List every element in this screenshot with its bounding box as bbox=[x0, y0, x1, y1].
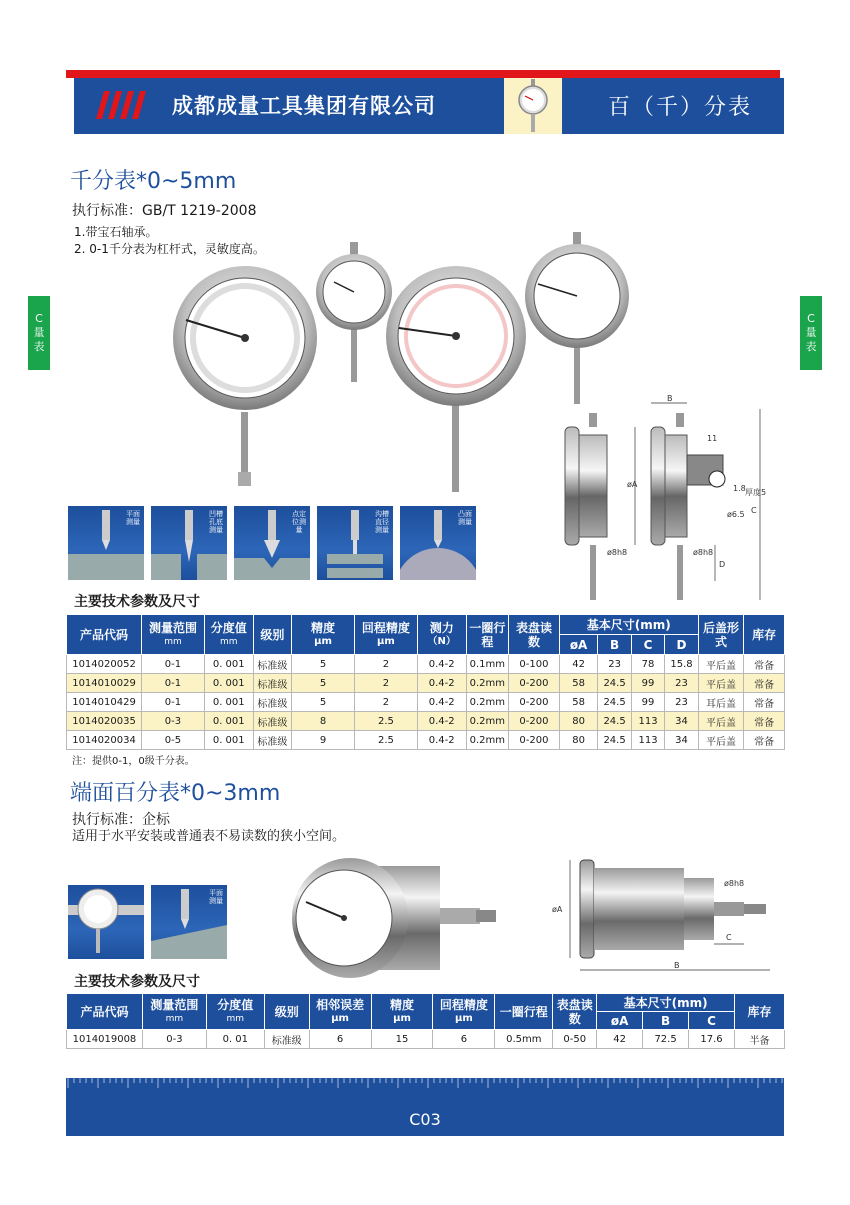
table-cell: 0. 01 bbox=[206, 1030, 264, 1049]
table-cell: 耳后盖 bbox=[698, 693, 744, 712]
table-cell: 5 bbox=[292, 674, 355, 693]
table-cell: 58 bbox=[559, 674, 598, 693]
table-cell: 2 bbox=[354, 655, 417, 674]
application-thumb bbox=[151, 885, 227, 959]
table-cell: 23 bbox=[665, 674, 698, 693]
col-header: 产品代码 bbox=[67, 615, 142, 655]
table-cell: 0-1 bbox=[142, 674, 205, 693]
table-cell: 0-200 bbox=[509, 693, 560, 712]
col-header: 基本尺寸(mm) bbox=[559, 615, 698, 635]
table-cell: 标准级 bbox=[253, 693, 292, 712]
dial-gauge-icon bbox=[386, 266, 526, 492]
table-cell: 0-5 bbox=[142, 731, 205, 750]
section1-params-heading: 主要技术参数及尺寸 bbox=[74, 594, 200, 610]
col-header: C bbox=[689, 1012, 735, 1030]
section2-title: 端面百分表*0~3mm bbox=[70, 781, 281, 806]
header-gauge-thumb bbox=[504, 78, 562, 134]
col-header: 相邻误差 μm bbox=[309, 994, 371, 1030]
table-cell: 42 bbox=[597, 1030, 643, 1049]
table-cell: 0-3 bbox=[142, 712, 205, 731]
col-header: 一圈行程 bbox=[495, 994, 553, 1030]
table-cell: 标准级 bbox=[253, 712, 292, 731]
table-cell: 平后盖 bbox=[698, 731, 744, 750]
col-header: øA bbox=[559, 635, 598, 655]
dim-label: øA bbox=[552, 905, 563, 914]
table-cell: 78 bbox=[631, 655, 664, 674]
company-name: 成都成量工具集团有限公司 bbox=[172, 94, 436, 118]
table-cell: 0. 001 bbox=[204, 674, 253, 693]
application-thumb bbox=[151, 506, 227, 580]
end-gauge-illustration bbox=[280, 852, 500, 982]
category-title: 百（千）分表 bbox=[608, 95, 753, 120]
dim-label: øA bbox=[627, 480, 638, 489]
table-cell: 常备 bbox=[744, 712, 785, 731]
application-thumb bbox=[400, 506, 476, 580]
table-cell: 2 bbox=[354, 693, 417, 712]
section1-note: 注：提供0-1，0级千分表。 bbox=[72, 756, 195, 767]
table-cell: 34 bbox=[665, 731, 698, 750]
dim-label: C bbox=[726, 933, 732, 942]
thumb-label: 点定位测量 bbox=[292, 510, 306, 534]
table-cell: 113 bbox=[631, 731, 664, 750]
table-cell: 58 bbox=[559, 693, 598, 712]
table-cell: 8 bbox=[292, 712, 355, 731]
table-cell: 80 bbox=[559, 731, 598, 750]
dial-gauge-icon bbox=[525, 232, 629, 404]
col-header: 分度值 mm bbox=[204, 615, 253, 655]
table-cell: 0-1 bbox=[142, 693, 205, 712]
col-header: 级别 bbox=[253, 615, 292, 655]
table-cell: 0. 001 bbox=[204, 655, 253, 674]
table-cell: 0.4-2 bbox=[417, 674, 466, 693]
table-body bbox=[67, 655, 785, 750]
col-header: D bbox=[665, 635, 698, 655]
table-cell: 15.8 bbox=[665, 655, 698, 674]
side-tab-left[interactable] bbox=[28, 296, 50, 370]
dial-gauge-icon bbox=[504, 78, 562, 134]
col-header: 精度 μm bbox=[292, 615, 355, 655]
application-thumb bbox=[234, 506, 310, 580]
table-cell: 24.5 bbox=[598, 731, 631, 750]
table-cell: 0-200 bbox=[509, 674, 560, 693]
dim-label: C bbox=[751, 506, 757, 515]
table-cell: 6 bbox=[309, 1030, 371, 1049]
table-cell: 标准级 bbox=[253, 655, 292, 674]
dial-gauge-icon bbox=[316, 242, 392, 382]
table-cell: 1014020035 bbox=[67, 712, 142, 731]
dial-gauge-icon bbox=[173, 266, 317, 486]
application-thumb bbox=[68, 506, 144, 580]
spec-table-2 bbox=[66, 993, 785, 1049]
feature-item: 2. 0-1千分表为杠杆式，灵敏度高。 bbox=[74, 242, 265, 256]
company-logo bbox=[96, 85, 152, 125]
col-header: 后盖形式 bbox=[698, 615, 744, 655]
thumb-label: 平面测量 bbox=[126, 510, 140, 526]
table-cell: 2.5 bbox=[354, 731, 417, 750]
table-cell: 1014010029 bbox=[67, 674, 142, 693]
header-red-bar bbox=[66, 70, 780, 78]
col-header: 库存 bbox=[734, 994, 784, 1030]
thumb-label: 沟槽直径测量 bbox=[375, 510, 389, 534]
dim-label: ø8h8 bbox=[724, 879, 745, 888]
side-tab-text: 表 bbox=[805, 340, 817, 353]
table-cell: 半备 bbox=[734, 1030, 784, 1049]
col-header: B bbox=[643, 1012, 689, 1030]
col-header: øA bbox=[597, 1012, 643, 1030]
feature-item: 1.带宝石轴承。 bbox=[74, 225, 158, 239]
table-cell: 5 bbox=[292, 655, 355, 674]
table-cell: 标准级 bbox=[264, 1030, 309, 1049]
table-cell: 0-3 bbox=[142, 1030, 206, 1049]
section2-standard: 执行标准：企标 bbox=[72, 812, 170, 828]
table-cell: 常备 bbox=[744, 693, 785, 712]
dimension-drawing-2 bbox=[548, 852, 778, 982]
dim-label: ø6.5 bbox=[727, 510, 745, 519]
col-header: 回程精度 μm bbox=[433, 994, 495, 1030]
side-tab-text: 表 bbox=[33, 340, 45, 353]
table-cell: 0.4-2 bbox=[417, 693, 466, 712]
table-row bbox=[67, 1030, 785, 1049]
table-cell: 0.5mm bbox=[495, 1030, 553, 1049]
dim-label: ø8h8 bbox=[693, 548, 714, 557]
table-row bbox=[67, 731, 785, 750]
table-cell: 9 bbox=[292, 731, 355, 750]
table-cell: 0.2mm bbox=[466, 712, 509, 731]
table-row bbox=[67, 674, 785, 693]
table-row bbox=[67, 712, 785, 731]
col-header: C bbox=[631, 635, 664, 655]
col-header: 一圈行程 bbox=[466, 615, 509, 655]
table-cell: 24.5 bbox=[598, 674, 631, 693]
table-cell: 99 bbox=[631, 693, 664, 712]
col-header: 测力 （N） bbox=[417, 615, 466, 655]
table-cell: 0-50 bbox=[553, 1030, 597, 1049]
dimension-drawing bbox=[555, 395, 770, 610]
table-cell: 113 bbox=[631, 712, 664, 731]
table-cell: 0.1mm bbox=[466, 655, 509, 674]
table-cell: 1014010429 bbox=[67, 693, 142, 712]
table-cell: 0.4-2 bbox=[417, 712, 466, 731]
spec-table-1 bbox=[66, 614, 785, 750]
table-cell: 17.6 bbox=[689, 1030, 735, 1049]
table-cell: 0. 001 bbox=[204, 693, 253, 712]
table-cell: 常备 bbox=[744, 731, 785, 750]
side-tab-right[interactable] bbox=[800, 296, 822, 370]
table-cell: 0-100 bbox=[509, 655, 560, 674]
dim-label: 11 bbox=[707, 434, 718, 443]
table-cell: 1014020052 bbox=[67, 655, 142, 674]
table-cell: 24.5 bbox=[598, 693, 631, 712]
section2-params-heading: 主要技术参数及尺寸 bbox=[74, 974, 200, 990]
table-cell: 常备 bbox=[744, 655, 785, 674]
dial-gauge-icon bbox=[68, 885, 144, 959]
section1-title: 千分表*0~5mm bbox=[70, 169, 237, 194]
thumb-label: 凸面测量 bbox=[458, 510, 472, 526]
table-cell: 0. 001 bbox=[204, 712, 253, 731]
table-cell: 6 bbox=[433, 1030, 495, 1049]
col-header: 库存 bbox=[744, 615, 785, 655]
col-header: B bbox=[598, 635, 631, 655]
col-header: 表盘读数 bbox=[553, 994, 597, 1030]
col-header: 表盘读数 bbox=[509, 615, 560, 655]
table-cell: 0.2mm bbox=[466, 731, 509, 750]
col-header: 测量范围 mm bbox=[142, 615, 205, 655]
table-cell: 23 bbox=[665, 693, 698, 712]
table-cell: 2 bbox=[354, 674, 417, 693]
side-tab-letter: C bbox=[35, 312, 43, 325]
table-cell: 24.5 bbox=[598, 712, 631, 731]
table-cell: 0-1 bbox=[142, 655, 205, 674]
ruler-ticks bbox=[66, 1078, 784, 1088]
dim-label: D bbox=[719, 560, 726, 569]
table-cell: 常备 bbox=[744, 674, 785, 693]
table-cell: 34 bbox=[665, 712, 698, 731]
dim-label: 厚度5 bbox=[745, 488, 767, 497]
table-cell: 72.5 bbox=[643, 1030, 689, 1049]
side-tab-text: 量 bbox=[33, 326, 45, 339]
table-cell: 99 bbox=[631, 674, 664, 693]
table-cell: 平后盖 bbox=[698, 655, 744, 674]
table-cell: 15 bbox=[371, 1030, 433, 1049]
table-cell: 0-200 bbox=[509, 712, 560, 731]
col-header: 分度值 mm bbox=[206, 994, 264, 1030]
table-cell: 80 bbox=[559, 712, 598, 731]
table-cell: 0.4-2 bbox=[417, 731, 466, 750]
table-cell: 5 bbox=[292, 693, 355, 712]
table-cell: 平后盖 bbox=[698, 712, 744, 731]
col-header: 产品代码 bbox=[67, 994, 143, 1030]
col-header: 测量范围 mm bbox=[142, 994, 206, 1030]
col-header: 基本尺寸(mm) bbox=[597, 994, 735, 1012]
col-header: 回程精度 μm bbox=[354, 615, 417, 655]
table-body bbox=[67, 1030, 785, 1049]
dim-label: B bbox=[674, 961, 680, 970]
page-number: C03 bbox=[409, 1110, 441, 1129]
table-cell: 0. 001 bbox=[204, 731, 253, 750]
side-tab-letter: C bbox=[807, 312, 815, 325]
table-row bbox=[67, 655, 785, 674]
table-cell: 1014019008 bbox=[67, 1030, 143, 1049]
application-thumb bbox=[317, 506, 393, 580]
table-cell: 1014020034 bbox=[67, 731, 142, 750]
col-header: 精度 μm bbox=[371, 994, 433, 1030]
section1-standard: 执行标准：GB/T 1219-2008 bbox=[72, 203, 257, 219]
table-cell: 标准级 bbox=[253, 731, 292, 750]
dim-label: ø8h8 bbox=[607, 548, 628, 557]
table-cell: 23 bbox=[598, 655, 631, 674]
dim-label: B bbox=[667, 395, 673, 403]
table-cell: 平后盖 bbox=[698, 674, 744, 693]
application-thumb bbox=[68, 885, 144, 959]
table-cell: 0.2mm bbox=[466, 674, 509, 693]
thumb-label: 平面测量 bbox=[209, 889, 223, 905]
table-cell: 0-200 bbox=[509, 731, 560, 750]
table-row bbox=[67, 693, 785, 712]
side-tab-text: 量 bbox=[805, 326, 817, 339]
dim-label: 1.8 bbox=[733, 484, 746, 493]
table-cell: 0.2mm bbox=[466, 693, 509, 712]
table-cell: 2.5 bbox=[354, 712, 417, 731]
section2-description: 适用于水平安装或普通表不易读数的狭小空间。 bbox=[72, 829, 346, 844]
thumb-label: 凹槽孔底测量 bbox=[209, 510, 223, 534]
col-header: 级别 bbox=[264, 994, 309, 1030]
table-cell: 0.4-2 bbox=[417, 655, 466, 674]
table-cell: 标准级 bbox=[253, 674, 292, 693]
table-cell: 42 bbox=[559, 655, 598, 674]
